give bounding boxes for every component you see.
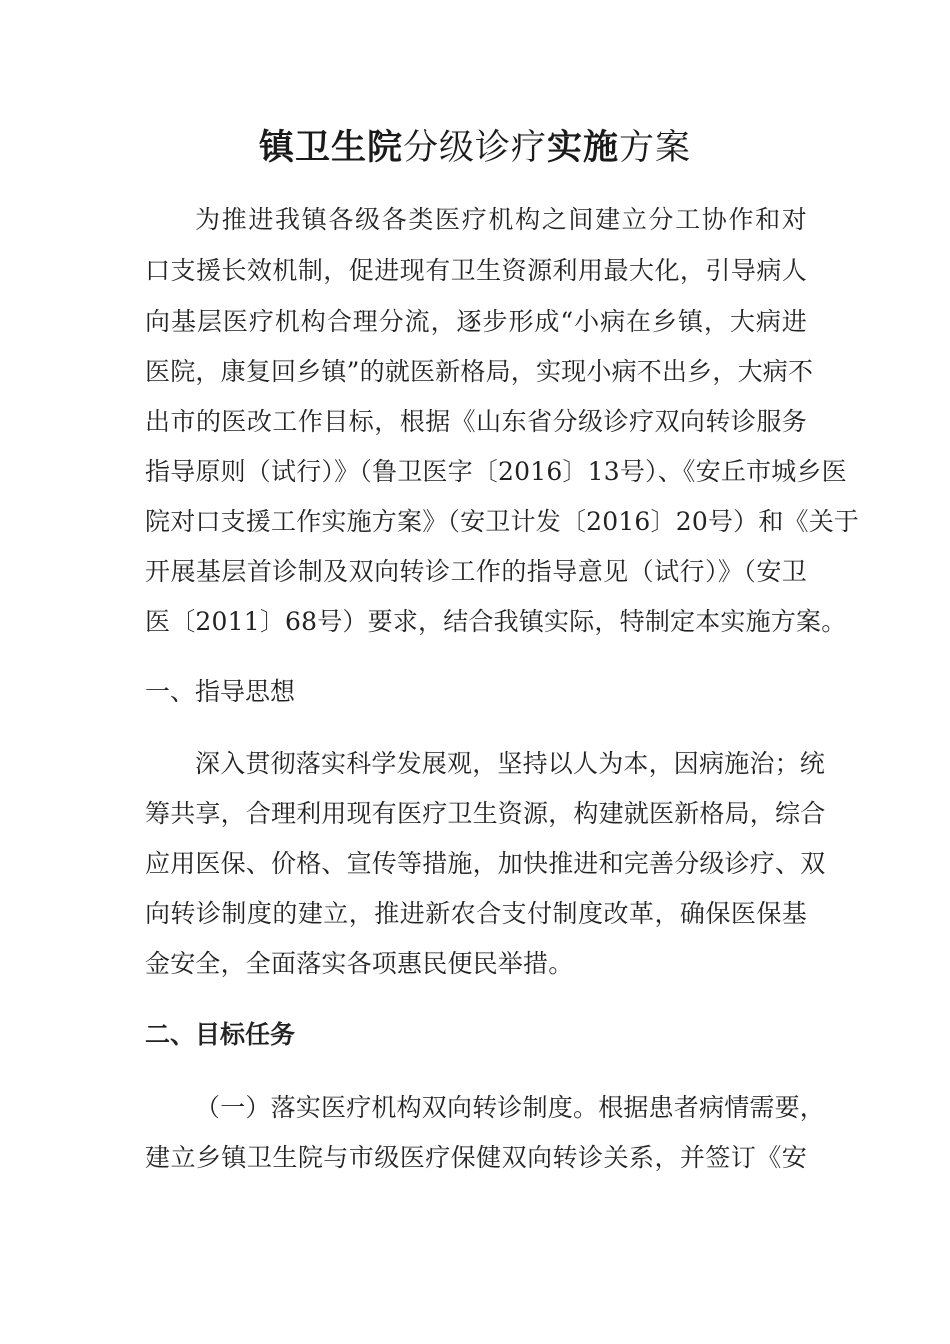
intro-line: 开展基层首诊制及双向转诊工作的指导意见（试行）》（安卫	[145, 557, 807, 586]
intro-line: 医〔2011〕68号）要求，结合我镇实际，特制定本实施方案。	[145, 607, 847, 636]
intro-line: 出市的医改工作目标，根据《山东省分级诊疗双向转诊服务	[145, 407, 807, 436]
intro-line: 院对口支援工作实施方案》（安卫计发〔2016〕20号）和《关于	[145, 507, 860, 536]
section1-line: 金安全，全面落实各项惠民便民举措。	[145, 949, 574, 978]
intro-line: 向基层医疗机构合理分流，逐步形成“小病在乡镇，大病进	[145, 307, 807, 336]
intro-line: 指导原则（试行）》（鲁卫医字〔2016〕13号）、《安丘市城乡医	[145, 457, 847, 486]
title-part-3: 实施	[547, 127, 620, 168]
section-heading-guiding-ideology: 一、指导思想	[145, 677, 296, 706]
document-title	[0, 124, 950, 172]
section1-line: 深入贯彻落实科学发展观，坚持以人为本，因病施治；统	[195, 749, 826, 778]
section2-line: （一）落实医疗机构双向转诊制度。根据患者病情需要，	[195, 1093, 826, 1122]
section1-line: 应用医保、价格、宣传等措施，加快推进和完善分级诊疗、双	[145, 849, 826, 878]
section2-line: 建立乡镇卫生院与市级医疗保健双向转诊关系，并签订《安	[145, 1143, 807, 1172]
intro-line: 医院，康复回乡镇”的就医新格局，实现小病不出乡，大病不	[145, 357, 814, 386]
title-part-2: 分级诊疗	[402, 128, 547, 168]
section-heading-goals: 二、目标任务	[145, 1020, 296, 1049]
intro-line: 为推进我镇各级各类医疗机构之间建立分工协作和对	[195, 205, 807, 234]
title-part-4: 方案	[619, 128, 692, 168]
intro-line: 口支援长效机制，促进现有卫生资源利用最大化，引导病人	[145, 256, 807, 285]
section1-line: 向转诊制度的建立，推进新农合支付制度改革，确保医保基	[145, 899, 807, 928]
section1-line: 筹共享，合理利用现有医疗卫生资源，构建就医新格局，综合	[145, 799, 826, 828]
title-part-1: 镇卫生院	[258, 127, 403, 168]
